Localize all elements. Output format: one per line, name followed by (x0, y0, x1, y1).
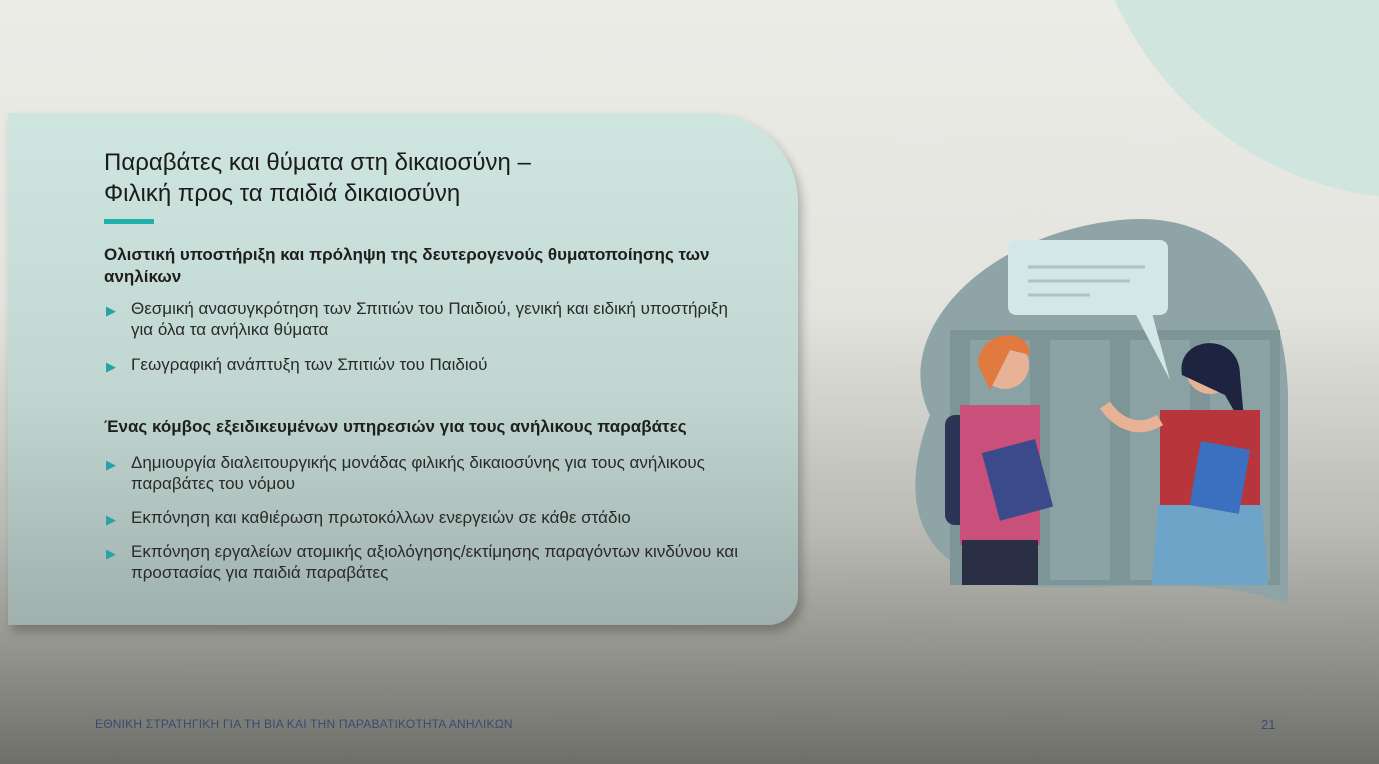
bullet-text: Εκπόνηση και καθιέρωση πρωτοκόλλων ενεργειών σε κάθε στάδιο (131, 508, 631, 527)
triangle-right-icon: ▶ (106, 457, 116, 472)
title-line-1: Παραβάτες και θύματα στη δικαιοσύνη – (104, 149, 531, 176)
bullet-item (106, 452, 746, 494)
triangle-right-icon: ▶ (106, 512, 116, 527)
bullet-item (106, 298, 746, 340)
title-accent-bar (104, 219, 154, 224)
section-heading: Ένας κόμβος εξειδικευμένων υπηρεσιών για τους ανήλικους παραβάτες (104, 417, 687, 436)
triangle-right-icon: ▶ (106, 546, 116, 561)
bullet-text: Δημιουργία διαλειτουργικής μονάδας φιλικής δικαιοσύνης για τους ανήλικους παραβάτες του νόμου (131, 453, 705, 493)
triangle-right-icon: ▶ (106, 359, 116, 374)
students-talking-illustration (890, 215, 1290, 610)
slide-title (104, 147, 531, 209)
bullet-item (106, 354, 746, 377)
bullet-item (106, 541, 746, 583)
speech-bubble (1008, 240, 1168, 315)
decorative-blob (1087, 0, 1379, 241)
bullet-text: Εκπόνηση εργαλείων ατομικής αξιολόγησης/εκτίμησης παραγόντων κινδύνου και προστασίας για παιδιά παραβάτες (131, 542, 738, 582)
page-number: 21 (1261, 717, 1276, 732)
footer-text: ΕΘΝΙΚΗ ΣΤΡΑΤΗΓΙΚΗ ΓΙΑ ΤΗ ΒΙΑ ΚΑΙ ΤΗΝ ΠΑΡΑΒΑΤΙΚΟΤΗΤΑ ΑΝΗΛΙΚΩΝ (95, 717, 513, 731)
section-heading: Ολιστική υποστήριξη και πρόληψη της δευτερογενούς θυματοποίησης των ανηλίκων (104, 245, 710, 286)
bullet-text: Θεσμική ανασυγκρότηση των Σπιτιών του Παιδιού, γενική και ειδική υποστήριξη για όλα τα ανήλικα θύματα (131, 299, 728, 339)
title-line-2: Φιλική προς τα παιδιά δικαιοσύνη (104, 180, 461, 207)
bullet-item (106, 507, 746, 530)
bullet-text: Γεωγραφική ανάπτυξη των Σπιτιών του Παιδιού (131, 355, 488, 374)
triangle-right-icon: ▶ (106, 303, 116, 318)
